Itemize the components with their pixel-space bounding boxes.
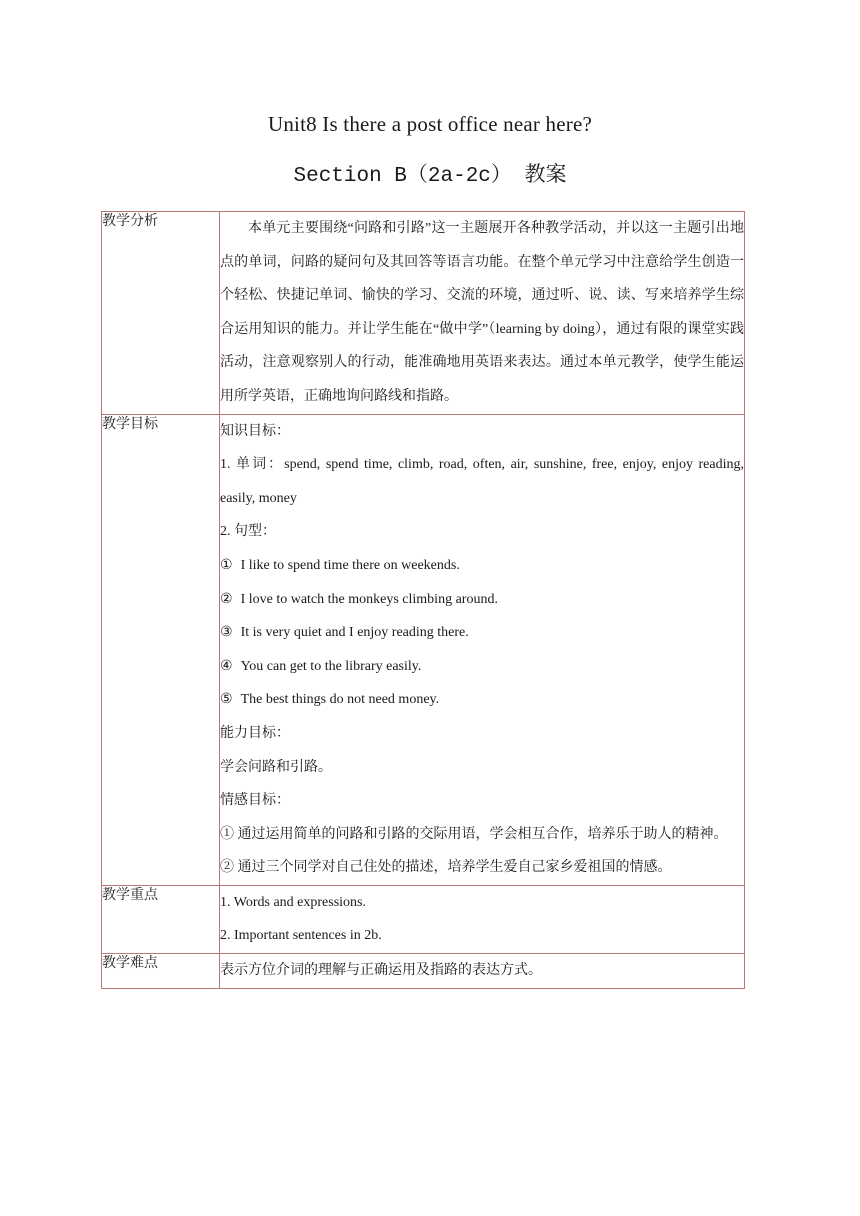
ability-heading: 能力目标： <box>220 725 290 741</box>
lesson-plan-table <box>101 211 745 989</box>
document-title: Unit8 Is there a post office near here? <box>267 112 593 136</box>
sentences-heading: 2. 句型： <box>220 524 276 540</box>
analysis-text: 本单元主要围绕“问路和引路”这一主题展开各种教学活动，并以这一主题引出地点的单词，问路的疑问句及其回答等语言功能。在整个单元学习中注意给学生创造一个轻松、快捷记单词、愉快的学习、交流的环境，通过听、说、读、写来培养学生综合运用知识的能力。并让学生能在“做中学”（learning by doing），通过有限的课堂实践活动，注意观察别人的行动，能准确地用英语来表达。通过本单元教学，使学生能运用所学英语，正确地询问路线和指路。 <box>220 221 744 404</box>
sentence-item <box>220 583 744 617</box>
row-label-difficulties: 教学难点 <box>102 954 220 989</box>
words-list: 1. 单词：spend, spend time, climb, road, often, air, sunshine, free, enjoy, enjoy reading, easily, money <box>220 457 744 506</box>
emotion-item <box>220 851 744 885</box>
row-label-key-points: 教学重点 <box>102 885 220 953</box>
table-row-analysis <box>102 212 745 415</box>
key-point-item: 2. Important sentences in 2b. <box>220 928 382 944</box>
sentence-text: You can get to the library easily. <box>240 658 422 674</box>
emotion-heading: 情感目标： <box>220 793 290 809</box>
table-row-objectives <box>102 414 745 885</box>
sentence-item <box>220 616 744 650</box>
sentence-number: ② <box>220 591 233 607</box>
knowledge-heading: 知识目标： <box>220 423 290 439</box>
sentence-text: I like to spend time there on weekends. <box>240 557 460 573</box>
sentence-text: It is very quiet and I enjoy reading there. <box>240 625 469 641</box>
row-content-key-points <box>220 885 745 953</box>
emotion-number: ② <box>220 860 234 876</box>
row-content-difficulties <box>220 954 745 989</box>
ability-text: 学会问路和引路。 <box>220 759 332 775</box>
key-point-item: 1. Words and expressions. <box>220 894 366 910</box>
sentence-number: ⑤ <box>220 692 233 708</box>
sentence-text: The best things do not need money. <box>240 692 440 708</box>
row-label-analysis: 教学分析 <box>102 212 220 415</box>
emotion-text: 通过三个同学对自己住处的描述，培养学生爱自己家乡爱祖国的情感。 <box>237 860 672 876</box>
row-label-objectives: 教学目标 <box>102 414 220 885</box>
table-row-key-points <box>102 885 745 953</box>
document-subtitle: Section B（2a-2c） 教案 <box>293 165 567 188</box>
sentence-text: I love to watch the monkeys climbing around. <box>240 591 498 607</box>
sentence-number: ③ <box>220 625 233 641</box>
emotion-text: 通过运用简单的问路和引路的交际用语，学会相互合作，培养乐于助人的精神。 <box>237 826 728 842</box>
sentence-number: ④ <box>220 658 233 674</box>
sentence-item <box>220 650 744 684</box>
emotion-item <box>220 818 744 852</box>
row-content-analysis <box>220 212 745 415</box>
emotion-number: ① <box>220 826 234 842</box>
difficulties-text: 表示方位介词的理解与正确运用及指路的表达方式。 <box>220 963 542 979</box>
sentence-number: ① <box>220 557 233 573</box>
sentence-item <box>220 683 744 717</box>
sentence-item <box>220 549 744 583</box>
row-content-objectives <box>220 414 745 885</box>
table-row-difficulties <box>102 954 745 989</box>
